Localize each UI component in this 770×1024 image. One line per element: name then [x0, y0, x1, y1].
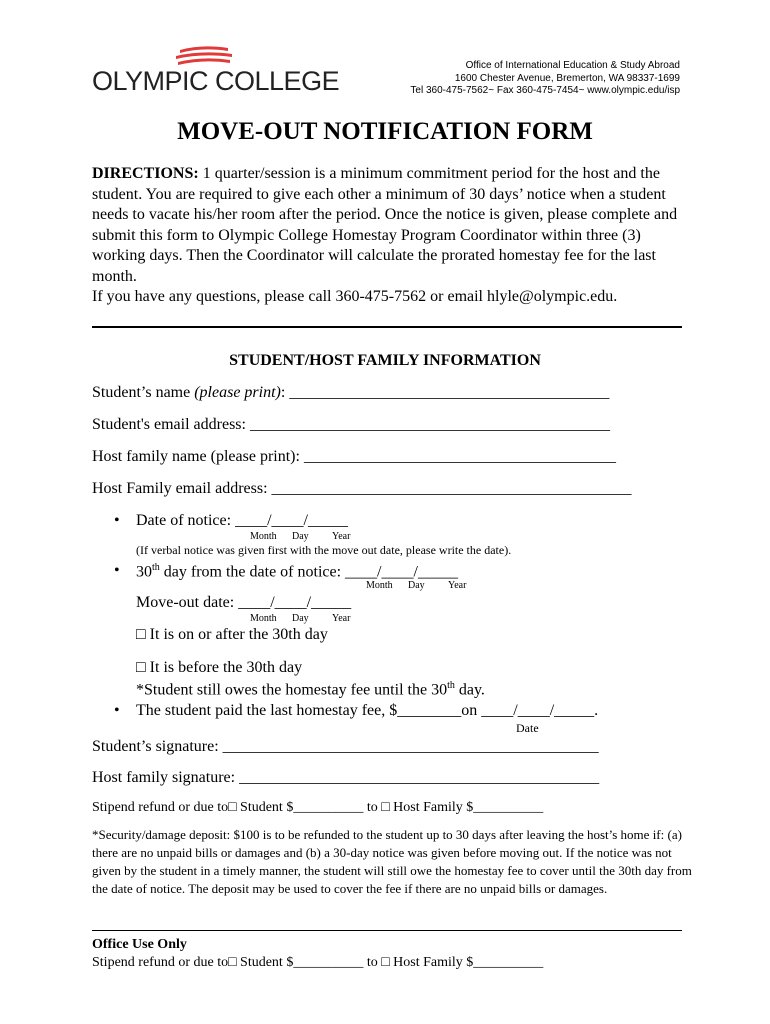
day-label: Day: [292, 531, 309, 542]
office-stipend-line[interactable]: Stipend refund or due to□ Student $__________ to □ Host Family $__________: [92, 955, 544, 970]
directions-label: DIRECTIONS:: [92, 165, 199, 182]
month-label: Month: [250, 531, 277, 542]
day-label: Day: [292, 613, 309, 624]
bullet-icon: •: [114, 562, 120, 579]
divider: [92, 930, 682, 931]
office-info: [410, 60, 680, 98]
year-label: Year: [332, 531, 351, 542]
notice-date-field[interactable]: Date of notice: ____/____/_____: [136, 512, 348, 529]
day-label: Day: [408, 580, 425, 591]
host-signature-field[interactable]: Host family signature: _____________________________________________: [92, 769, 600, 786]
student-signature-field[interactable]: Student’s signature: _______________________________________________: [92, 738, 599, 755]
bullet-icon: •: [114, 702, 120, 719]
option-after-checkbox[interactable]: □ It is on or after the 30th day: [136, 626, 328, 643]
date-label: Date: [516, 721, 539, 735]
student-name-hint: (please print): [194, 384, 281, 401]
student-name-field[interactable]: [92, 384, 609, 402]
directions: [92, 164, 692, 308]
page-title: MOVE-OUT NOTIFICATION FORM: [177, 118, 593, 145]
thirtieth-day-field[interactable]: [136, 562, 458, 581]
student-name-label: Student’s name: [92, 384, 195, 401]
thirtieth-num: 30: [136, 563, 152, 581]
option-before-checkbox[interactable]: □ It is before the 30th day: [136, 659, 303, 676]
directions-text: 1 quarter/session is a minimum commitment period for the host and the student. You are required to give each other a minimum of 30 days’ notice when a student needs to vacate his/her room after the period. Once the notice is given, please complete and submit this form to Olympic College Homestay Program Coordinator within three (3) working days. Then the Coordinator will calculate the prorated homestay fee for the last month.: [92, 165, 678, 285]
bullet-icon: •: [114, 512, 120, 529]
stipend-line[interactable]: Stipend refund or due to□ Student $__________ to □ Host Family $__________: [92, 800, 544, 815]
moveout-date-field[interactable]: Move-out date: ____/____/_____: [136, 594, 352, 611]
month-label: Month: [250, 613, 277, 624]
thirtieth-blank[interactable]: day from the date of notice: ____/____/_____: [159, 563, 458, 581]
owes-sup: th: [447, 680, 455, 691]
host-email-field[interactable]: Host Family email address: _____________________________________________: [92, 480, 632, 497]
owes-end: day.: [454, 681, 485, 699]
divider: [92, 326, 682, 328]
office-contact: Tel 360-475-7562~ Fax 360-475-7454~ www.olympic.edu/isp: [410, 85, 680, 96]
year-label: Year: [448, 580, 467, 591]
section-title: STUDENT/HOST FAMILY INFORMATION: [229, 352, 541, 369]
college-name: OLYMPIC COLLEGE: [92, 66, 340, 96]
office-use-label: Office Use Only: [92, 937, 187, 952]
owes-note: [136, 680, 485, 699]
office-name: Office of International Education & Study Abroad: [465, 60, 680, 71]
paid-fee-field[interactable]: The student paid the last homestay fee, $________on ____/____/_____.: [136, 702, 599, 719]
year-label: Year: [332, 613, 351, 624]
student-name-blank[interactable]: : ________________________________________: [280, 384, 610, 401]
office-address: 1600 Chester Avenue, Bremerton, WA 98337-1699: [454, 72, 680, 84]
month-label: Month: [366, 580, 393, 591]
logo-swoosh-icon: [176, 46, 232, 65]
host-name-field[interactable]: Host family name (please print): _______________________________________: [92, 448, 616, 465]
student-email-field[interactable]: Student's email address: _____________________________________________: [92, 416, 610, 433]
verbal-note: (If verbal notice was given first with the move out date, please write the date).: [136, 543, 512, 557]
thirtieth-sup: th: [152, 562, 160, 573]
deposit-note: *Security/damage deposit: $100 is to be refunded to the student up to 30 days after leaving the host’s home if: (a) there are no unpaid bills or damages and (b) a 30-day notice was given before moving out. If the notice was not given by the student in a timely manner, the student will still owe the homestay fee to cover until the 30th day from the date of notice. The deposit may be used to cover the fee if there are no unpaid bills or damages.: [92, 827, 692, 896]
directions-contact: If you have any questions, please call 360-475-7562 or email hlyle@olympic.edu.: [92, 288, 618, 305]
owes-text: *Student still owes the homestay fee until the 30: [136, 681, 448, 699]
